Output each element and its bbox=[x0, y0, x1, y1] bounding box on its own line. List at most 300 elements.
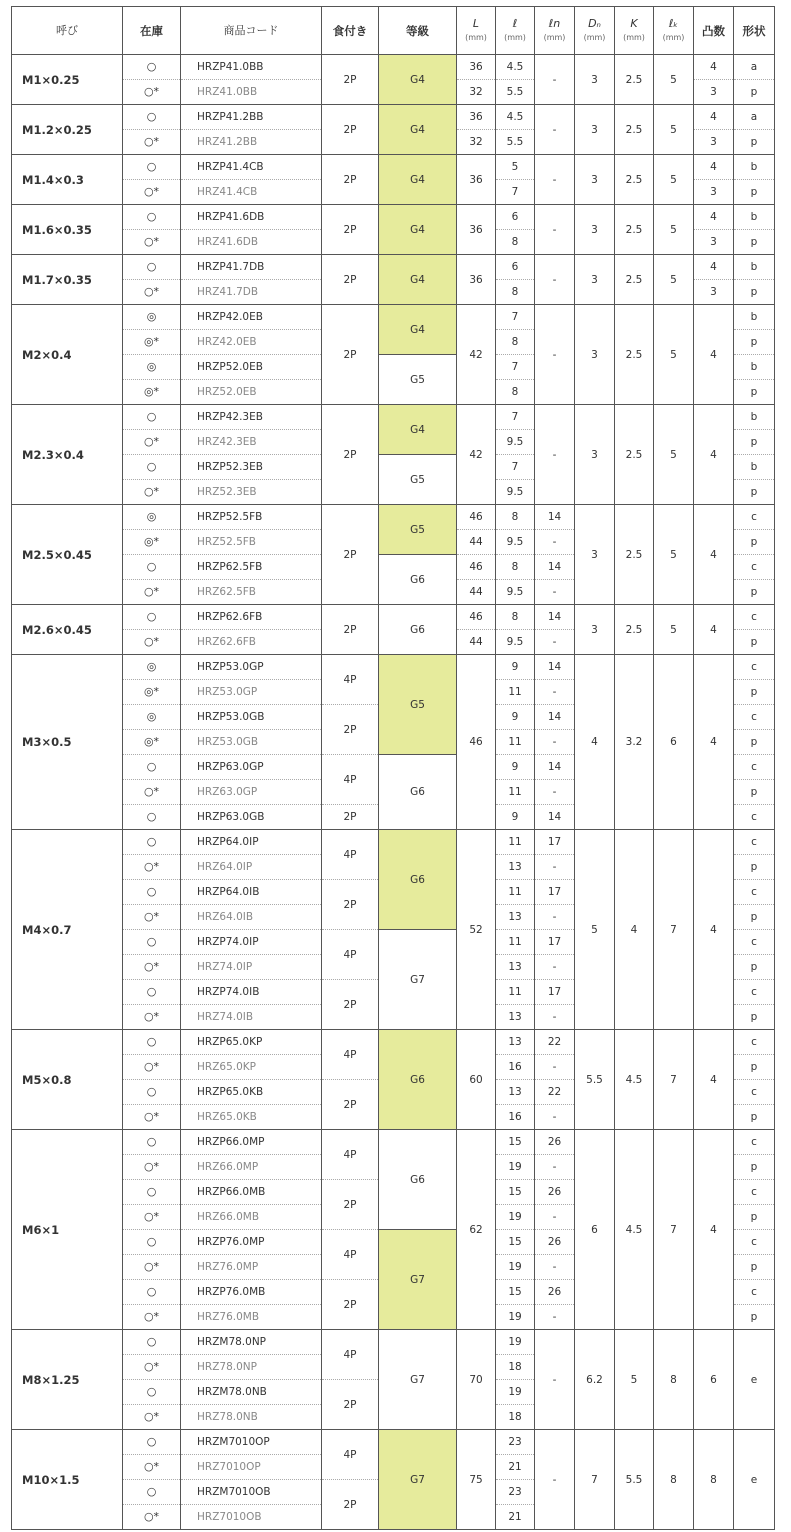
product-code: HRZP52.3EB bbox=[181, 455, 322, 480]
product-code: HRZ76.0MB bbox=[181, 1305, 322, 1330]
keijo-value: b bbox=[734, 405, 775, 430]
keijo-value: b bbox=[734, 255, 775, 280]
stock-mark: ○ bbox=[123, 755, 181, 780]
kuitsuki-value: 4P bbox=[322, 655, 379, 705]
table-row bbox=[12, 55, 775, 80]
k-value: 2.5 bbox=[615, 505, 654, 605]
product-code: HRZ41.7DB bbox=[181, 280, 322, 305]
length-l: 18 bbox=[496, 1405, 535, 1430]
stock-mark: ○* bbox=[123, 80, 181, 105]
length-L: 46 bbox=[457, 505, 496, 530]
keijo-value: b bbox=[734, 455, 775, 480]
length-l: 9.5 bbox=[496, 480, 535, 505]
length-L: 36 bbox=[457, 205, 496, 255]
stock-mark: ○ bbox=[123, 405, 181, 430]
stock-mark: ◎* bbox=[123, 330, 181, 355]
length-ln: 14 bbox=[535, 505, 575, 530]
header-k: K (mm) bbox=[615, 7, 654, 55]
keijo-value: b bbox=[734, 305, 775, 330]
length-ln: - bbox=[535, 1330, 575, 1430]
length-L: 75 bbox=[457, 1430, 496, 1530]
keijo-value: p bbox=[734, 1005, 775, 1030]
length-ln: 17 bbox=[535, 830, 575, 855]
stock-mark: ○ bbox=[123, 880, 181, 905]
length-ln: - bbox=[535, 1005, 575, 1030]
k-value: 4 bbox=[615, 830, 654, 1030]
tap-spec-table bbox=[11, 6, 775, 1530]
table-row bbox=[12, 605, 775, 630]
keijo-value: c bbox=[734, 1080, 775, 1105]
product-code: HRZ78.0NB bbox=[181, 1405, 322, 1430]
length-l: 13 bbox=[496, 1005, 535, 1030]
length-l: 8 bbox=[496, 230, 535, 255]
header-tosu: 凸数 bbox=[694, 7, 734, 55]
keijo-value: p bbox=[734, 1205, 775, 1230]
kuitsuki-value: 4P bbox=[322, 755, 379, 805]
length-l: 6 bbox=[496, 255, 535, 280]
stock-mark: ○* bbox=[123, 1005, 181, 1030]
kuitsuki-value: 2P bbox=[322, 805, 379, 830]
product-code: HRZP65.0KP bbox=[181, 1030, 322, 1055]
grade-value: G6 bbox=[379, 830, 457, 930]
keijo-value: c bbox=[734, 1130, 775, 1155]
product-code: HRZ64.0IB bbox=[181, 905, 322, 930]
length-ln: 14 bbox=[535, 705, 575, 730]
length-l: 19 bbox=[496, 1305, 535, 1330]
product-code: HRZP63.0GB bbox=[181, 805, 322, 830]
stock-mark: ○ bbox=[123, 105, 181, 130]
keijo-value: p bbox=[734, 630, 775, 655]
k-value: 2.5 bbox=[615, 605, 654, 655]
length-l: 11 bbox=[496, 930, 535, 955]
length-L: 36 bbox=[457, 55, 496, 80]
dn-value: 7 bbox=[575, 1430, 615, 1530]
product-code: HRZP74.0IP bbox=[181, 930, 322, 955]
length-L: 32 bbox=[457, 130, 496, 155]
keijo-value: c bbox=[734, 705, 775, 730]
tosu-value: 4 bbox=[694, 1130, 734, 1330]
kuitsuki-value: 4P bbox=[322, 1430, 379, 1480]
keijo-value: p bbox=[734, 80, 775, 105]
lk-value: 8 bbox=[654, 1330, 694, 1430]
product-code: HRZM78.0NB bbox=[181, 1380, 322, 1405]
kuitsuki-value: 4P bbox=[322, 1330, 379, 1380]
length-l: 11 bbox=[496, 830, 535, 855]
tosu-value: 4 bbox=[694, 205, 734, 230]
header-lk: ℓₖ (mm) bbox=[654, 7, 694, 55]
k-value: 4.5 bbox=[615, 1030, 654, 1130]
length-ln: 14 bbox=[535, 655, 575, 680]
product-code: HRZ52.0EB bbox=[181, 380, 322, 405]
dn-value: 5.5 bbox=[575, 1030, 615, 1130]
k-value: 2.5 bbox=[615, 305, 654, 405]
length-ln: - bbox=[535, 155, 575, 205]
stock-mark: ○ bbox=[123, 980, 181, 1005]
length-l: 23 bbox=[496, 1480, 535, 1505]
dn-value: 3 bbox=[575, 205, 615, 255]
length-l: 8 bbox=[496, 280, 535, 305]
product-code: HRZP52.5FB bbox=[181, 505, 322, 530]
grade-value: G6 bbox=[379, 1130, 457, 1230]
dn-value: 5 bbox=[575, 830, 615, 1030]
keijo-value: c bbox=[734, 805, 775, 830]
stock-mark: ◎ bbox=[123, 655, 181, 680]
table-row bbox=[12, 255, 775, 280]
dn-value: 6 bbox=[575, 1130, 615, 1330]
length-l: 5.5 bbox=[496, 80, 535, 105]
keijo-value: p bbox=[734, 680, 775, 705]
grade-value: G4 bbox=[379, 155, 457, 205]
length-ln: 14 bbox=[535, 755, 575, 780]
size-name: M1×0.25 bbox=[12, 55, 123, 105]
length-l: 8 bbox=[496, 555, 535, 580]
length-L: 46 bbox=[457, 555, 496, 580]
keijo-value: p bbox=[734, 780, 775, 805]
length-l: 13 bbox=[496, 955, 535, 980]
product-code: HRZP64.0IB bbox=[181, 880, 322, 905]
kuitsuki-value: 4P bbox=[322, 1030, 379, 1080]
keijo-value: p bbox=[734, 280, 775, 305]
product-code: HRZP76.0MP bbox=[181, 1230, 322, 1255]
dn-value: 6.2 bbox=[575, 1330, 615, 1430]
kuitsuki-value: 2P bbox=[322, 1480, 379, 1530]
tosu-value: 3 bbox=[694, 180, 734, 205]
length-ln: 22 bbox=[535, 1080, 575, 1105]
length-ln: 14 bbox=[535, 555, 575, 580]
length-l: 8 bbox=[496, 330, 535, 355]
keijo-value: a bbox=[734, 105, 775, 130]
keijo-value: p bbox=[734, 905, 775, 930]
dn-value: 4 bbox=[575, 655, 615, 830]
length-l: 18 bbox=[496, 1355, 535, 1380]
grade-value: G5 bbox=[379, 505, 457, 555]
keijo-value: c bbox=[734, 555, 775, 580]
grade-value: G4 bbox=[379, 205, 457, 255]
length-ln: - bbox=[535, 1105, 575, 1130]
length-l: 13 bbox=[496, 1030, 535, 1055]
table-row bbox=[12, 305, 775, 330]
keijo-value: b bbox=[734, 155, 775, 180]
length-l: 8 bbox=[496, 505, 535, 530]
grade-value: G5 bbox=[379, 655, 457, 755]
lk-value: 5 bbox=[654, 605, 694, 655]
product-code: HRZP63.0GP bbox=[181, 755, 322, 780]
kuitsuki-value: 2P bbox=[322, 705, 379, 755]
tosu-value: 6 bbox=[694, 1330, 734, 1430]
product-code: HRZP41.4CB bbox=[181, 155, 322, 180]
product-code: HRZM7010OP bbox=[181, 1430, 322, 1455]
length-l: 15 bbox=[496, 1230, 535, 1255]
kuitsuki-value: 2P bbox=[322, 880, 379, 930]
grade-value: G6 bbox=[379, 755, 457, 830]
length-ln: - bbox=[535, 305, 575, 405]
length-ln: - bbox=[535, 530, 575, 555]
keijo-value: c bbox=[734, 830, 775, 855]
stock-mark: ○ bbox=[123, 605, 181, 630]
length-l: 13 bbox=[496, 905, 535, 930]
length-L: 62 bbox=[457, 1130, 496, 1330]
grade-value: G4 bbox=[379, 255, 457, 305]
grade-value: G4 bbox=[379, 55, 457, 105]
length-ln: - bbox=[535, 105, 575, 155]
lk-value: 5 bbox=[654, 205, 694, 255]
product-code: HRZ52.5FB bbox=[181, 530, 322, 555]
length-ln: - bbox=[535, 1255, 575, 1280]
size-name: M1.7×0.35 bbox=[12, 255, 123, 305]
length-ln: - bbox=[535, 630, 575, 655]
kuitsuki-value: 4P bbox=[322, 1130, 379, 1180]
length-L: 42 bbox=[457, 305, 496, 405]
length-l: 23 bbox=[496, 1430, 535, 1455]
product-code: HRZ62.6FB bbox=[181, 630, 322, 655]
grade-value: G4 bbox=[379, 305, 457, 355]
header-yobi: 呼び bbox=[12, 7, 123, 55]
lk-value: 5 bbox=[654, 105, 694, 155]
length-l: 21 bbox=[496, 1505, 535, 1530]
length-l: 7 bbox=[496, 405, 535, 430]
stock-mark: ○* bbox=[123, 1455, 181, 1480]
length-l: 19 bbox=[496, 1255, 535, 1280]
k-value: 3.2 bbox=[615, 655, 654, 830]
keijo-value: b bbox=[734, 355, 775, 380]
length-ln: - bbox=[535, 1430, 575, 1530]
keijo-value: c bbox=[734, 655, 775, 680]
length-L: 70 bbox=[457, 1330, 496, 1430]
tosu-value: 4 bbox=[694, 105, 734, 130]
product-code: HRZ42.0EB bbox=[181, 330, 322, 355]
kuitsuki-value: 4P bbox=[322, 930, 379, 980]
tosu-value: 4 bbox=[694, 255, 734, 280]
stock-mark: ○ bbox=[123, 1330, 181, 1355]
product-code: HRZ66.0MB bbox=[181, 1205, 322, 1230]
stock-mark: ○* bbox=[123, 1105, 181, 1130]
table-row bbox=[12, 1130, 775, 1155]
product-code: HRZP62.5FB bbox=[181, 555, 322, 580]
product-code: HRZ65.0KB bbox=[181, 1105, 322, 1130]
dn-value: 3 bbox=[575, 605, 615, 655]
stock-mark: ○* bbox=[123, 1055, 181, 1080]
kuitsuki-value: 4P bbox=[322, 830, 379, 880]
kuitsuki-value: 2P bbox=[322, 205, 379, 255]
stock-mark: ○* bbox=[123, 630, 181, 655]
keijo-value: c bbox=[734, 930, 775, 955]
length-L: 44 bbox=[457, 530, 496, 555]
stock-mark: ○* bbox=[123, 280, 181, 305]
length-l: 11 bbox=[496, 980, 535, 1005]
product-code: HRZ63.0GP bbox=[181, 780, 322, 805]
k-value: 2.5 bbox=[615, 105, 654, 155]
length-ln: 14 bbox=[535, 805, 575, 830]
stock-mark: ○* bbox=[123, 855, 181, 880]
table-row bbox=[12, 1430, 775, 1455]
lk-value: 5 bbox=[654, 305, 694, 405]
keijo-value: a bbox=[734, 55, 775, 80]
length-l: 9.5 bbox=[496, 630, 535, 655]
length-ln: 26 bbox=[535, 1130, 575, 1155]
product-code: HRZ62.5FB bbox=[181, 580, 322, 605]
length-l: 8 bbox=[496, 380, 535, 405]
table-row bbox=[12, 655, 775, 680]
product-code: HRZ41.2BB bbox=[181, 130, 322, 155]
stock-mark: ○* bbox=[123, 1205, 181, 1230]
product-code: HRZP53.0GP bbox=[181, 655, 322, 680]
tosu-value: 4 bbox=[694, 830, 734, 1030]
header-keijo: 形状 bbox=[734, 7, 775, 55]
product-code: HRZP66.0MP bbox=[181, 1130, 322, 1155]
product-code: HRZ7010OB bbox=[181, 1505, 322, 1530]
keijo-value: p bbox=[734, 1055, 775, 1080]
stock-mark: ○* bbox=[123, 955, 181, 980]
tosu-value: 8 bbox=[694, 1430, 734, 1530]
length-l: 21 bbox=[496, 1455, 535, 1480]
header-zaiko: 在庫 bbox=[123, 7, 181, 55]
tosu-value: 3 bbox=[694, 130, 734, 155]
keijo-value: b bbox=[734, 205, 775, 230]
stock-mark: ○ bbox=[123, 1380, 181, 1405]
length-l: 16 bbox=[496, 1105, 535, 1130]
k-value: 2.5 bbox=[615, 205, 654, 255]
stock-mark: ○* bbox=[123, 1305, 181, 1330]
tosu-value: 3 bbox=[694, 280, 734, 305]
length-L: 46 bbox=[457, 655, 496, 830]
length-L: 36 bbox=[457, 255, 496, 305]
stock-mark: ◎* bbox=[123, 530, 181, 555]
size-name: M1.2×0.25 bbox=[12, 105, 123, 155]
length-ln: 26 bbox=[535, 1230, 575, 1255]
header-row bbox=[12, 7, 775, 55]
product-code: HRZP42.3EB bbox=[181, 405, 322, 430]
length-ln: - bbox=[535, 680, 575, 705]
length-ln: 17 bbox=[535, 880, 575, 905]
length-l: 15 bbox=[496, 1180, 535, 1205]
k-value: 5.5 bbox=[615, 1430, 654, 1530]
length-l: 19 bbox=[496, 1330, 535, 1355]
header-dn: Dₙ (mm) bbox=[575, 7, 615, 55]
kuitsuki-value: 2P bbox=[322, 305, 379, 405]
length-L: 36 bbox=[457, 105, 496, 130]
stock-mark: ○* bbox=[123, 1355, 181, 1380]
product-code: HRZP53.0GB bbox=[181, 705, 322, 730]
table-row bbox=[12, 105, 775, 130]
keijo-value: p bbox=[734, 380, 775, 405]
keijo-value: c bbox=[734, 755, 775, 780]
keijo-value: p bbox=[734, 1305, 775, 1330]
stock-mark: ○* bbox=[123, 1405, 181, 1430]
length-l: 9 bbox=[496, 655, 535, 680]
stock-mark: ◎* bbox=[123, 730, 181, 755]
length-l: 9.5 bbox=[496, 530, 535, 555]
stock-mark: ○* bbox=[123, 580, 181, 605]
lk-value: 7 bbox=[654, 830, 694, 1030]
dn-value: 3 bbox=[575, 405, 615, 505]
table-body bbox=[12, 55, 775, 1530]
length-l: 4.5 bbox=[496, 105, 535, 130]
stock-mark: ○* bbox=[123, 180, 181, 205]
stock-mark: ○* bbox=[123, 1505, 181, 1530]
tosu-value: 4 bbox=[694, 55, 734, 80]
length-L: 32 bbox=[457, 80, 496, 105]
keijo-value: p bbox=[734, 855, 775, 880]
stock-mark: ○* bbox=[123, 480, 181, 505]
lk-value: 6 bbox=[654, 655, 694, 830]
k-value: 2.5 bbox=[615, 255, 654, 305]
kuitsuki-value: 4P bbox=[322, 1230, 379, 1280]
lk-value: 8 bbox=[654, 1430, 694, 1530]
length-ln: 26 bbox=[535, 1180, 575, 1205]
header-code: 商品コード bbox=[181, 7, 322, 55]
stock-mark: ○ bbox=[123, 455, 181, 480]
length-L: 36 bbox=[457, 155, 496, 205]
keijo-value: c bbox=[734, 505, 775, 530]
table-row bbox=[12, 405, 775, 430]
product-code: HRZ7010OP bbox=[181, 1455, 322, 1480]
kuitsuki-value: 2P bbox=[322, 1080, 379, 1130]
product-code: HRZ53.0GB bbox=[181, 730, 322, 755]
grade-value: G7 bbox=[379, 1330, 457, 1430]
keijo-value: p bbox=[734, 580, 775, 605]
length-ln: - bbox=[535, 1155, 575, 1180]
stock-mark: ○ bbox=[123, 255, 181, 280]
length-l: 11 bbox=[496, 730, 535, 755]
lk-value: 5 bbox=[654, 155, 694, 205]
tosu-value: 4 bbox=[694, 655, 734, 830]
product-code: HRZP74.0IB bbox=[181, 980, 322, 1005]
stock-mark: ◎ bbox=[123, 305, 181, 330]
stock-mark: ○ bbox=[123, 1230, 181, 1255]
length-L: 44 bbox=[457, 630, 496, 655]
product-code: HRZP42.0EB bbox=[181, 305, 322, 330]
length-ln: 26 bbox=[535, 1280, 575, 1305]
length-l: 5.5 bbox=[496, 130, 535, 155]
keijo-value: p bbox=[734, 1255, 775, 1280]
length-ln: - bbox=[535, 905, 575, 930]
product-code: HRZ41.6DB bbox=[181, 230, 322, 255]
length-l: 9.5 bbox=[496, 430, 535, 455]
keijo-value: p bbox=[734, 430, 775, 455]
kuitsuki-value: 2P bbox=[322, 55, 379, 105]
stock-mark: ○ bbox=[123, 1480, 181, 1505]
grade-value: G7 bbox=[379, 1230, 457, 1330]
tosu-value: 3 bbox=[694, 80, 734, 105]
stock-mark: ○ bbox=[123, 1080, 181, 1105]
length-l: 15 bbox=[496, 1130, 535, 1155]
kuitsuki-value: 2P bbox=[322, 980, 379, 1030]
tosu-value: 4 bbox=[694, 155, 734, 180]
product-code: HRZP41.6DB bbox=[181, 205, 322, 230]
length-ln: - bbox=[535, 730, 575, 755]
keijo-value: p bbox=[734, 180, 775, 205]
stock-mark: ○ bbox=[123, 1430, 181, 1455]
keijo-value: p bbox=[734, 480, 775, 505]
keijo-value: c bbox=[734, 1280, 775, 1305]
stock-mark: ○* bbox=[123, 130, 181, 155]
stock-mark: ○ bbox=[123, 1130, 181, 1155]
dn-value: 3 bbox=[575, 505, 615, 605]
dn-value: 3 bbox=[575, 105, 615, 155]
product-code: HRZ53.0GP bbox=[181, 680, 322, 705]
grade-value: G5 bbox=[379, 455, 457, 505]
product-code: HRZ64.0IP bbox=[181, 855, 322, 880]
size-name: M2.6×0.45 bbox=[12, 605, 123, 655]
grade-value: G7 bbox=[379, 930, 457, 1030]
keijo-value: p bbox=[734, 130, 775, 155]
product-code: HRZ65.0KP bbox=[181, 1055, 322, 1080]
tosu-value: 4 bbox=[694, 505, 734, 605]
stock-mark: ○ bbox=[123, 205, 181, 230]
product-code: HRZ52.3EB bbox=[181, 480, 322, 505]
table-row bbox=[12, 1330, 775, 1355]
length-l: 7 bbox=[496, 455, 535, 480]
